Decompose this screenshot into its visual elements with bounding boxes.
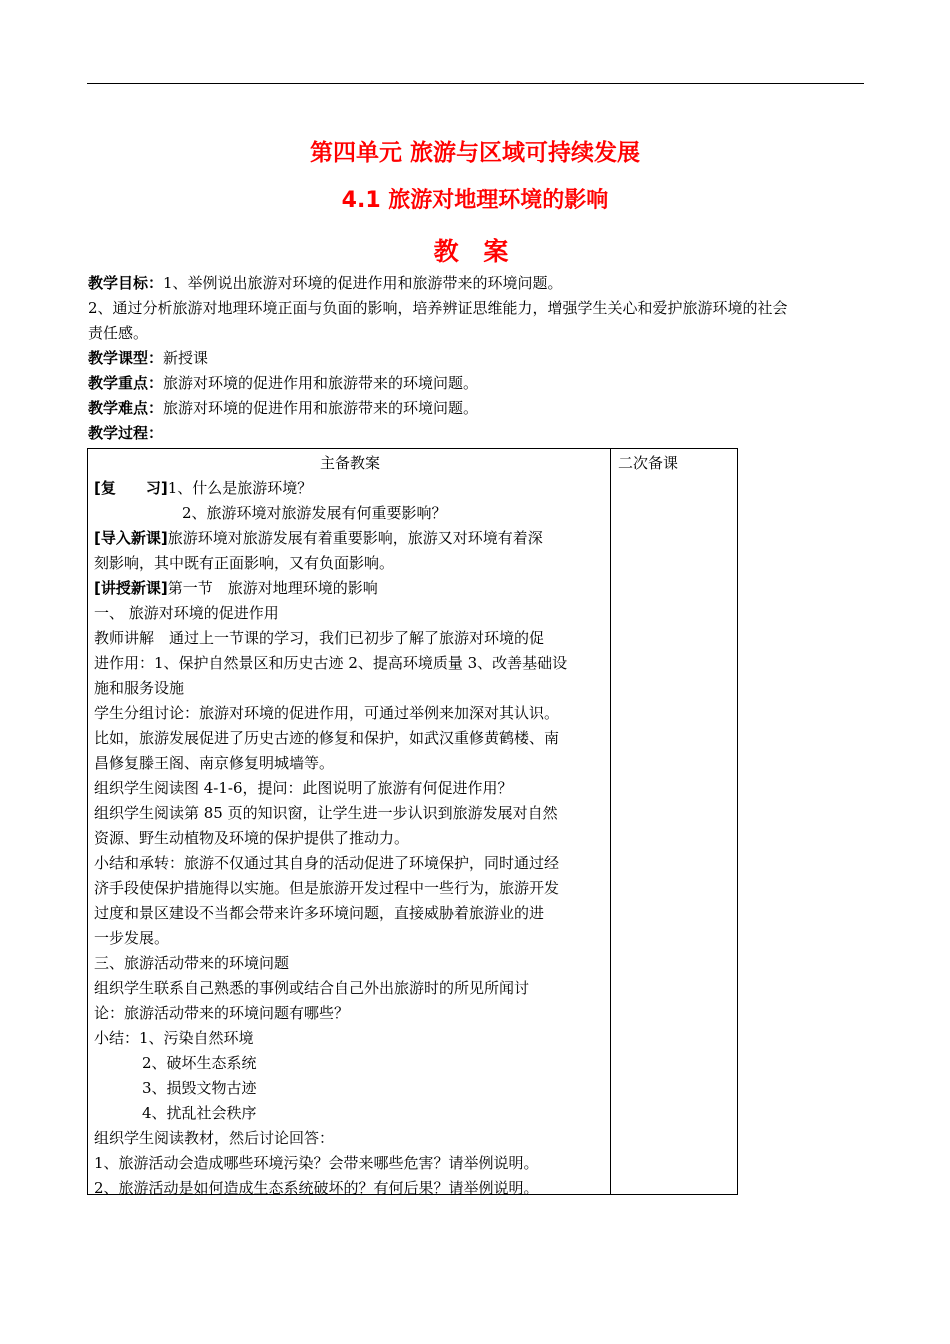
difficulty-point: 教学难点：旅游对环境的促进作用和旅游带来的环境问题。 [88,399,479,417]
review-line-2: 2、旅游环境对旅游发展有何重要影响？ [182,504,447,522]
objective-line-1: 教学目标：1、举例说出旅游对环境的促进作用和旅游带来的环境问题。 [88,274,563,292]
key-label: 教学重点： [88,374,164,392]
type-label: 教学课型： [88,349,164,367]
text-line: 过度和景区建设不当都会带来许多环境问题，直接威胁着旅游业的进 [94,904,545,922]
text-line: 进作用：1、保护自然景区和历史古迹 2、提高环境质量 3、改善基础设 [94,654,568,672]
summary-item: 4、扰乱社会秩序 [142,1104,257,1122]
objective-label: 教学目标： [88,274,164,292]
text-line: 小结和承转：旅游不仅通过其自身的活动促进了环境保护，同时通过经 [94,854,560,872]
summary-item: 3、损毁文物古迹 [142,1079,257,1097]
process-heading: 教学过程： [88,424,164,442]
text-line: 组织学生联系自己熟悉的事例或结合自己外出旅游时的所见所闻讨 [94,979,530,997]
text-line: 组织学生阅读图 4-1-6，提问：此图说明了旅游有何促进作用？ [94,779,513,797]
main-plan-header: 主备教案 [319,454,380,472]
intro-line-2: 刻影响，其中既有正面影响，又有负面影响。 [94,554,395,572]
lesson-title: 4.1 旅游对地理环境的影响 [341,188,609,213]
text-line: 学生分组讨论：旅游对环境的促进作用，可通过举例来加深对其认识。 [94,704,560,722]
header-rule [87,83,864,84]
main-plan-column [94,451,606,1201]
lesson-plan-table [87,448,738,1195]
section-2-title: 三、旅游活动带来的环境问题 [94,954,290,972]
column-divider [610,449,611,1194]
difficulty-label: 教学难点： [88,399,164,417]
lesson-type: 教学课型：新授课 [88,349,209,367]
text-line: 教师讲解 通过上一节课的学习，我们已初步了解了旅游对环境的促 [94,629,545,647]
text-line: 昌修复滕王阁、南京修复明城墙等。 [94,754,335,772]
text-line: 论：旅游活动带来的环境问题有哪些？ [94,1004,350,1022]
secondary-plan-header: 二次备课 [618,454,679,472]
objective-line-2: 2、通过分析旅游对地理环境正面与负面的影响，培养辨证思维能力，增强学生关心和爱护旅游环境的社会 [88,299,788,317]
text-line: 比如，旅游发展促进了历史古迹的修复和保护，如武汉重修黄鹤楼、南 [94,729,560,747]
review-line-1: [复 习]1、什么是旅游环境？ [94,479,313,497]
unit-title: 第四单元 旅游与区域可持续发展 [309,140,640,166]
objective-line-3: 责任感。 [88,324,149,342]
intro-line-1: [导入新课]旅游环境对旅游发展有着重要影响，旅游又对环境有着深 [94,529,543,547]
lecture-line: [讲授新课]第一节 旅游对地理环境的影响 [94,579,378,597]
text-line: 组织学生阅读第 85 页的知识窗，让学生进一步认识到旅游发展对自然 [94,804,558,822]
doc-type-title: 教 案 [433,237,517,266]
text-line: 组织学生阅读教材，然后讨论回答： [94,1129,335,1147]
section-1-title: 一、 旅游对环境的促进作用 [94,604,279,622]
text-line: 济手段使保护措施得以实施。但是旅游开发过程中一些行为，旅游开发 [94,879,560,897]
lesson-meta [88,271,866,446]
text-line: 资源、野生动植物及环境的保护提供了推动力。 [94,829,410,847]
text-line: 施和服务设施 [94,679,185,697]
summary-item: 小结：1、污染自然环境 [94,1029,254,1047]
key-point: 教学重点：旅游对环境的促进作用和旅游带来的环境问题。 [88,374,479,392]
question-item: 2、旅游活动是如何造成生态系统破坏的？有何后果？请举例说明。 [94,1179,539,1197]
summary-item: 2、破坏生态系统 [142,1054,257,1072]
question-item: 1、旅游活动会造成哪些环境污染？会带来哪些危害？请举例说明。 [94,1154,539,1172]
secondary-plan-column [618,451,678,476]
text-line: 一步发展。 [94,929,170,947]
